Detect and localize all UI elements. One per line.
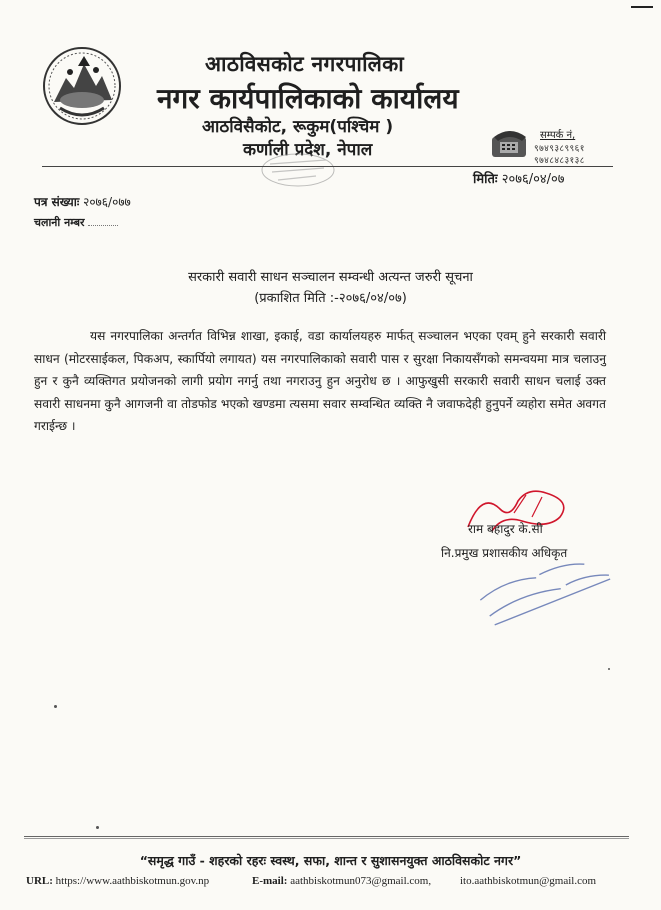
letter-number xyxy=(34,193,131,210)
email-label: E-mail: xyxy=(252,875,288,887)
header-divider xyxy=(42,166,613,167)
telephone-icon xyxy=(490,127,530,161)
dispatch-number-blank xyxy=(88,225,118,226)
footer-email xyxy=(252,875,431,887)
url-label: URL: xyxy=(26,875,53,887)
municipality-name: आठविसकोट नगरपालिका xyxy=(205,52,405,76)
notice-subject: सरकारी सवारी साधन सञ्चालन सम्वन्धी अत्यन्त जरुरी सूचना xyxy=(188,270,473,285)
url-link[interactable]: https://www.aathbiskotmun.gov.np xyxy=(55,875,210,887)
office-name: नगर कार्यपालिकाको कार्यालय xyxy=(157,82,459,115)
contact-phone-2: ९७४८४८३१३८ xyxy=(534,156,585,166)
contact-phone-1: ९७४९३८९९६१ xyxy=(534,144,585,154)
letter-date xyxy=(473,169,565,187)
footer-divider-second xyxy=(24,838,629,839)
dispatch-number-label: चलानी नम्बर xyxy=(34,216,85,229)
province-country: कर्णाली प्रदेश, नेपाल xyxy=(243,140,373,160)
dispatch-number xyxy=(34,215,118,230)
footer-divider xyxy=(24,836,629,837)
footer-slogan: “समृद्ध गाउँ - शहरको रहरः स्वस्थ, सफा, शान्त र सुशासनयुक्त आठविसकोट नगर” xyxy=(139,853,522,868)
signatory-name: राम बहादुर के.सी xyxy=(468,522,543,536)
email-link-1[interactable]: aathbiskotmun073@gmail.com, xyxy=(290,875,432,887)
page-corner-mark xyxy=(631,6,653,8)
published-date: (प्रकाशित मिति :-२०७६/०४/०७) xyxy=(254,291,407,306)
paper-speck xyxy=(608,668,610,670)
date-label: मितिः xyxy=(473,172,498,187)
footer-url xyxy=(26,875,209,887)
nepal-emblem-icon xyxy=(40,42,124,126)
official-seal-stamp-icon xyxy=(470,548,630,628)
paper-speck xyxy=(54,705,57,708)
contact-label: सम्पर्क नं, xyxy=(540,130,576,141)
paper-speck xyxy=(96,826,99,829)
office-address: आठविसैकोट, रूकुम(पश्चिम ) xyxy=(202,117,394,137)
footer-email-second xyxy=(460,875,596,887)
notice-body: यस नगरपालिका अन्तर्गत विभिन्न शाखा, इकाई, वडा कार्यालयहरु मार्फत् सञ्चालन भएका एवम् हुने सरकारी सवारी साधन (मोटरसाईकल, पिकअप, स्कार्पियो लगायत) यस नगरपालिकाको सवारी पास र सुरक्षा निकायसँगको समन्वयमा मात्र चलाउनु हुन र कुनै व्यक्तिगत प्रयोजनको लागी प्रयोग नगर्नु तथा नगराउनु हुन अनुरोध छ । आफुखुसी सरकारी सवारी साधन चलाई उक्त सवारी साधनमा कुनै आगजनी वा तोडफोड भएको खण्डमा त्यसमा सवार सम्वन्धित व्यक्ति नै जवाफदेही हुनुपर्ने व्यहोरा समेत अवगत गराईन्छ । xyxy=(34,329,606,434)
date-value: २०७६/०४/०७ xyxy=(501,172,565,187)
faint-stamp-icon xyxy=(258,150,338,190)
letter-number-label: पत्र संख्याः xyxy=(34,195,80,209)
email-link-2[interactable]: ito.aathbiskotmun@gmail.com xyxy=(460,875,597,887)
letter-number-value: २०७६/०७७ xyxy=(83,195,131,209)
signatory-title: नि.प्रमुख प्रशासकीय अधिकृत xyxy=(441,546,568,560)
